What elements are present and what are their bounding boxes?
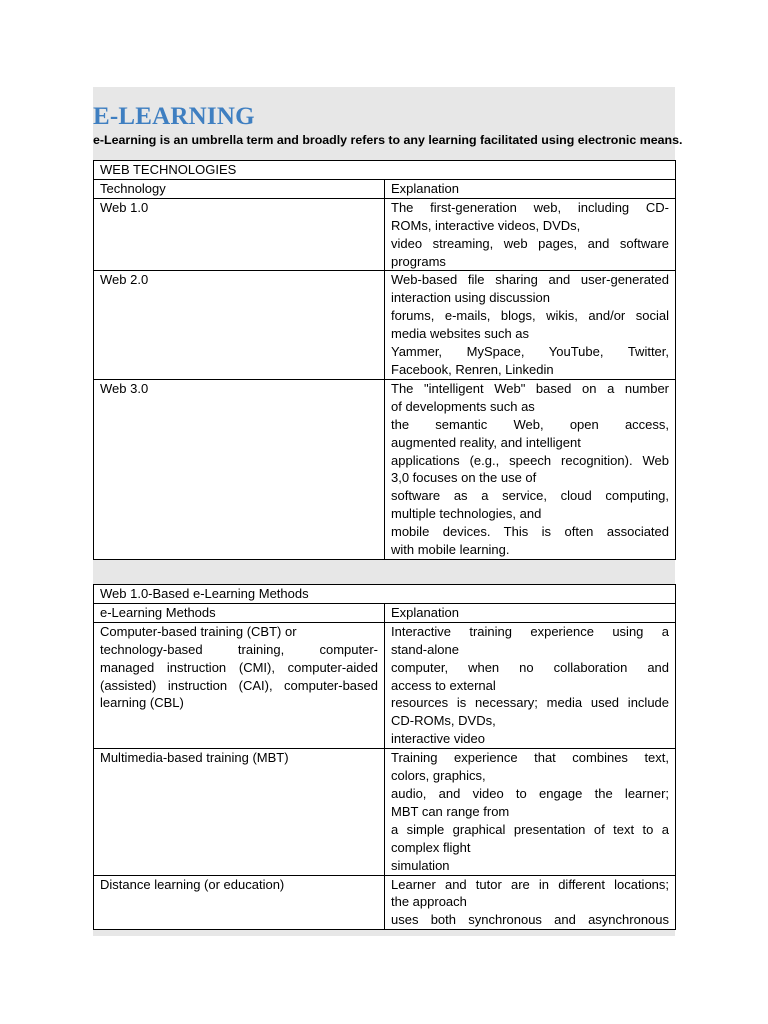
- table-caption: WEB TECHNOLOGIES: [94, 161, 676, 180]
- table-header-row: [94, 179, 676, 198]
- explanation-line: the semantic Web, open access,: [391, 416, 670, 432]
- method-line: Computer-based training (CBT) or: [100, 623, 297, 639]
- explanation-line: video streaming, web pages, and software: [391, 235, 670, 251]
- method-line: managed instruction (CMI), computer-aided: [100, 659, 378, 675]
- page-title: E-LEARNING: [93, 103, 255, 130]
- method-cell: [94, 622, 385, 748]
- explanation-line: computer, when no collaboration and: [391, 659, 670, 675]
- web1-methods-table: [93, 584, 676, 930]
- tech-cell: Web 2.0: [94, 271, 385, 379]
- web-technologies-table: [93, 160, 676, 560]
- column-header: Explanation: [385, 179, 676, 198]
- explanation-line: Facebook, Renren, Linkedin: [391, 361, 554, 377]
- explanation-cell: [385, 198, 676, 271]
- tech-cell: Web 3.0: [94, 379, 385, 559]
- document-page: [93, 87, 683, 936]
- explanation-line: 3,0 focuses on the use of: [391, 470, 537, 486]
- explanation-line: Web-based file sharing and user-generated: [391, 272, 670, 288]
- explanation-cell: [385, 749, 676, 875]
- column-header: e-Learning Methods: [94, 603, 385, 622]
- explanation-line: stand-alone: [391, 641, 459, 657]
- explanation-line: software as a service, cloud computing,: [391, 488, 670, 504]
- explanation-line: resources is necessary; media used include: [391, 695, 670, 711]
- explanation-cell: [385, 875, 676, 930]
- method-line: Multimedia-based training (MBT): [100, 750, 289, 766]
- column-header: Technology: [94, 179, 385, 198]
- explanation-line: forums, e-mails, blogs, wikis, and/or social: [391, 308, 670, 324]
- explanation-line: complex flight: [391, 839, 471, 855]
- explanation-cell: [385, 622, 676, 748]
- explanation-line: Training experience that combines text,: [391, 750, 670, 766]
- explanation-line: the approach: [391, 894, 467, 910]
- explanation-line: colors, graphics,: [391, 768, 486, 784]
- explanation-line: uses both synchronous and asynchronous: [391, 912, 670, 928]
- tech-cell: Web 1.0: [94, 198, 385, 271]
- intro-text: e-Learning is an umbrella term and broadly refers to any learning facilitated using electronic means.: [93, 133, 683, 147]
- explanation-line: of developments such as: [391, 398, 535, 414]
- explanation-cell: [385, 271, 676, 379]
- explanation-line: multiple technologies, and: [391, 506, 542, 522]
- table-row: [94, 875, 676, 930]
- method-line: (assisted) instruction (CAI), computer-based: [100, 677, 378, 693]
- explanation-line: Learner and tutor are in different locations;: [391, 876, 670, 892]
- explanation-line: interaction using discussion: [391, 290, 550, 306]
- explanation-line: interactive video: [391, 731, 485, 747]
- explanation-line: MBT can range from: [391, 803, 510, 819]
- table-caption: Web 1.0-Based e-Learning Methods: [94, 585, 676, 604]
- method-cell: [94, 749, 385, 875]
- table-header-row: [94, 603, 676, 622]
- explanation-line: mobile devices. This is often associated: [391, 524, 670, 540]
- explanation-line: programs: [391, 253, 446, 269]
- method-cell: [94, 875, 385, 930]
- explanation-line: Interactive training experience using a: [391, 623, 670, 639]
- table-caption-row: [94, 585, 676, 604]
- explanation-line: media websites such as: [391, 326, 530, 342]
- explanation-line: audio, and video to engage the learner;: [391, 785, 670, 801]
- table-row: [94, 198, 676, 271]
- explanation-line: ROMs, interactive videos, DVDs,: [391, 217, 581, 233]
- table-row: [94, 749, 676, 875]
- method-line: Distance learning (or education): [100, 876, 285, 892]
- explanation-line: The first-generation web, including CD-: [391, 199, 670, 215]
- method-line: technology-based training, computer-: [100, 641, 378, 657]
- table-row: [94, 622, 676, 748]
- method-line: learning (CBL): [100, 695, 184, 711]
- explanation-line: applications (e.g., speech recognition). Web: [391, 452, 670, 468]
- table-row: [94, 379, 676, 559]
- explanation-line: a simple graphical presentation of text to a: [391, 821, 670, 837]
- explanation-line: with mobile learning.: [391, 542, 510, 558]
- explanation-line: CD-ROMs, DVDs,: [391, 713, 496, 729]
- explanation-line: simulation: [391, 857, 450, 873]
- explanation-line: access to external: [391, 677, 496, 693]
- explanation-line: augmented reality, and intelligent: [391, 434, 581, 450]
- explanation-line: Yammer, MySpace, YouTube, Twitter,: [391, 344, 670, 360]
- explanation-line: The "intelligent Web" based on a number: [391, 380, 670, 396]
- explanation-cell: [385, 379, 676, 559]
- table-row: [94, 271, 676, 379]
- table-caption-row: [94, 161, 676, 180]
- column-header: Explanation: [385, 603, 676, 622]
